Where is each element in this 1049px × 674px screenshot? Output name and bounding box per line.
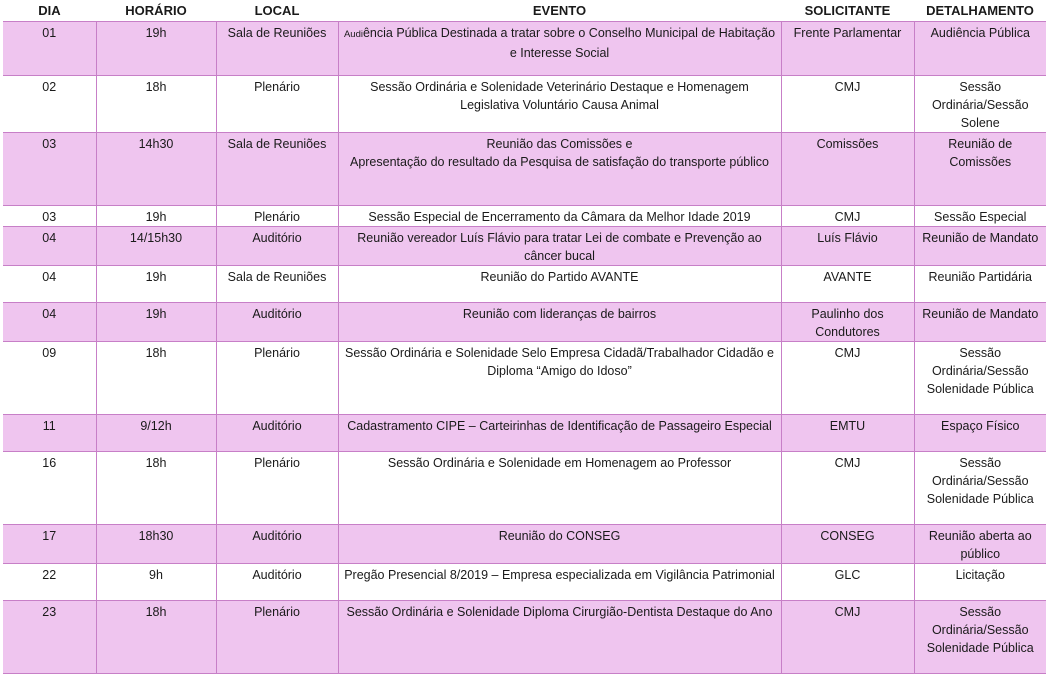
table-row <box>3 303 1046 342</box>
evento-text: Reunião com lideranças de bairros <box>462 307 657 321</box>
cell-horario: 19h <box>96 266 216 303</box>
cell-local: Plenário <box>216 76 338 133</box>
cell-local: Plenário <box>216 601 338 674</box>
cell-horario: 18h <box>96 452 216 525</box>
cell-local: Auditório <box>216 415 338 452</box>
header-evento: EVENTO <box>338 0 781 22</box>
cell-local: Plenário <box>216 452 338 525</box>
cell-dia: 02 <box>3 76 96 133</box>
cell-horario: 14h30 <box>96 133 216 206</box>
evento-prefix: Audi <box>343 29 363 40</box>
cell-solicitante: AVANTE <box>781 266 914 303</box>
cell-evento <box>338 22 781 76</box>
table-row <box>3 342 1046 415</box>
evento-text: Sessão Especial de Encerramento da Câmara da Melhor Idade 2019 <box>368 210 751 224</box>
cell-detalhamento: Audiência Pública <box>914 22 1046 76</box>
header-local: LOCAL <box>216 0 338 22</box>
cell-horario: 19h <box>96 206 216 227</box>
events-table <box>3 0 1046 674</box>
evento-text: Reunião vereador Luís Flávio para tratar Lei de combate e Prevenção ao câncer bucal <box>357 231 762 263</box>
cell-dia: 23 <box>3 601 96 674</box>
cell-evento <box>338 452 781 525</box>
cell-horario: 9h <box>96 564 216 601</box>
cell-horario: 14/15h30 <box>96 227 216 266</box>
cell-detalhamento: Sessão Ordinária/Sessão Solenidade Pública <box>914 452 1046 525</box>
cell-horario: 9/12h <box>96 415 216 452</box>
cell-local: Sala de Reuniões <box>216 22 338 76</box>
table-row <box>3 564 1046 601</box>
table-row <box>3 227 1046 266</box>
cell-detalhamento: Sessão Ordinária/Sessão Solene <box>914 76 1046 133</box>
header-dia: DIA <box>3 0 96 22</box>
cell-detalhamento: Licitação <box>914 564 1046 601</box>
cell-solicitante: EMTU <box>781 415 914 452</box>
header-solicitante: SOLICITANTE <box>781 0 914 22</box>
cell-evento <box>338 76 781 133</box>
cell-evento <box>338 303 781 342</box>
cell-evento <box>338 564 781 601</box>
cell-detalhamento: Reunião de Mandato <box>914 227 1046 266</box>
cell-detalhamento: Sessão Especial <box>914 206 1046 227</box>
cell-solicitante: GLC <box>781 564 914 601</box>
evento-text: Sessão Ordinária e Solenidade Veterinário Destaque e Homenagem Legislativa Voluntário Causa Animal <box>370 80 749 112</box>
table-row <box>3 415 1046 452</box>
cell-dia: 11 <box>3 415 96 452</box>
table-row <box>3 601 1046 674</box>
cell-evento <box>338 415 781 452</box>
cell-detalhamento: Reunião de Comissões <box>914 133 1046 206</box>
table-row <box>3 22 1046 76</box>
table-row <box>3 133 1046 206</box>
cell-horario: 18h30 <box>96 525 216 564</box>
cell-local: Sala de Reuniões <box>216 133 338 206</box>
cell-horario: 18h <box>96 601 216 674</box>
cell-solicitante: Frente Parlamentar <box>781 22 914 76</box>
cell-local: Plenário <box>216 342 338 415</box>
evento-text: Reunião das Comissões e <box>486 137 633 151</box>
cell-evento <box>338 342 781 415</box>
cell-solicitante: CONSEG <box>781 525 914 564</box>
cell-horario: 19h <box>96 303 216 342</box>
cell-local: Auditório <box>216 227 338 266</box>
cell-dia: 04 <box>3 266 96 303</box>
cell-evento <box>338 266 781 303</box>
cell-detalhamento: Reunião aberta ao público <box>914 525 1046 564</box>
cell-detalhamento: Sessão Ordinária/Sessão Solenidade Pública <box>914 601 1046 674</box>
table-body <box>3 22 1046 674</box>
cell-local: Sala de Reuniões <box>216 266 338 303</box>
header-horario: HORÁRIO <box>96 0 216 22</box>
evento-text: Reunião do CONSEG <box>498 529 621 543</box>
cell-local: Auditório <box>216 564 338 601</box>
cell-dia: 09 <box>3 342 96 415</box>
evento-text: Apresentação do resultado da Pesquisa de satisfação do transporte público <box>349 155 770 169</box>
evento-text: ência Pública Destinada a tratar sobre o Conselho Municipal de Habitação e Interesse Social <box>362 26 776 60</box>
cell-dia: 16 <box>3 452 96 525</box>
evento-text: Sessão Ordinária e Solenidade em Homenagem ao Professor <box>387 456 732 470</box>
cell-dia: 03 <box>3 206 96 227</box>
evento-text: Cadastramento CIPE – Carteirinhas de Identificação de Passageiro Especial <box>347 419 772 433</box>
cell-solicitante: CMJ <box>781 206 914 227</box>
cell-detalhamento: Reunião Partidária <box>914 266 1046 303</box>
cell-horario: 18h <box>96 76 216 133</box>
cell-solicitante: CMJ <box>781 76 914 133</box>
table-row <box>3 76 1046 133</box>
cell-dia: 01 <box>3 22 96 76</box>
cell-dia: 03 <box>3 133 96 206</box>
header-detalhamento: DETALHAMENTO <box>914 0 1046 22</box>
cell-local: Auditório <box>216 525 338 564</box>
table-row <box>3 206 1046 227</box>
cell-solicitante: CMJ <box>781 452 914 525</box>
table-row <box>3 452 1046 525</box>
table-header <box>3 0 1046 22</box>
table-row <box>3 266 1046 303</box>
cell-detalhamento: Reunião de Mandato <box>914 303 1046 342</box>
cell-detalhamento: Sessão Ordinária/Sessão Solenidade Pública <box>914 342 1046 415</box>
evento-text: Reunião do Partido AVANTE <box>480 270 639 284</box>
cell-evento <box>338 133 781 206</box>
cell-detalhamento: Espaço Físico <box>914 415 1046 452</box>
cell-evento <box>338 601 781 674</box>
cell-evento <box>338 206 781 227</box>
cell-solicitante: CMJ <box>781 601 914 674</box>
cell-evento <box>338 227 781 266</box>
cell-dia: 22 <box>3 564 96 601</box>
cell-evento <box>338 525 781 564</box>
cell-dia: 17 <box>3 525 96 564</box>
cell-solicitante: Paulinho dos Condutores <box>781 303 914 342</box>
cell-dia: 04 <box>3 303 96 342</box>
cell-local: Plenário <box>216 206 338 227</box>
cell-dia: 04 <box>3 227 96 266</box>
evento-text: Pregão Presencial 8/2019 – Empresa especializada em Vigilância Patrimonial <box>344 568 775 582</box>
evento-text: Sessão Ordinária e Solenidade Selo Empresa Cidadã/Trabalhador Cidadão e Diploma “Amigo do Idoso” <box>345 346 774 378</box>
cell-horario: 18h <box>96 342 216 415</box>
cell-horario: 19h <box>96 22 216 76</box>
cell-solicitante: Luís Flávio <box>781 227 914 266</box>
cell-solicitante: Comissões <box>781 133 914 206</box>
table-row <box>3 525 1046 564</box>
evento-text: Sessão Ordinária e Solenidade Diploma Cirurgião-Dentista Destaque do Ano <box>346 605 773 619</box>
cell-solicitante: CMJ <box>781 342 914 415</box>
cell-local: Auditório <box>216 303 338 342</box>
